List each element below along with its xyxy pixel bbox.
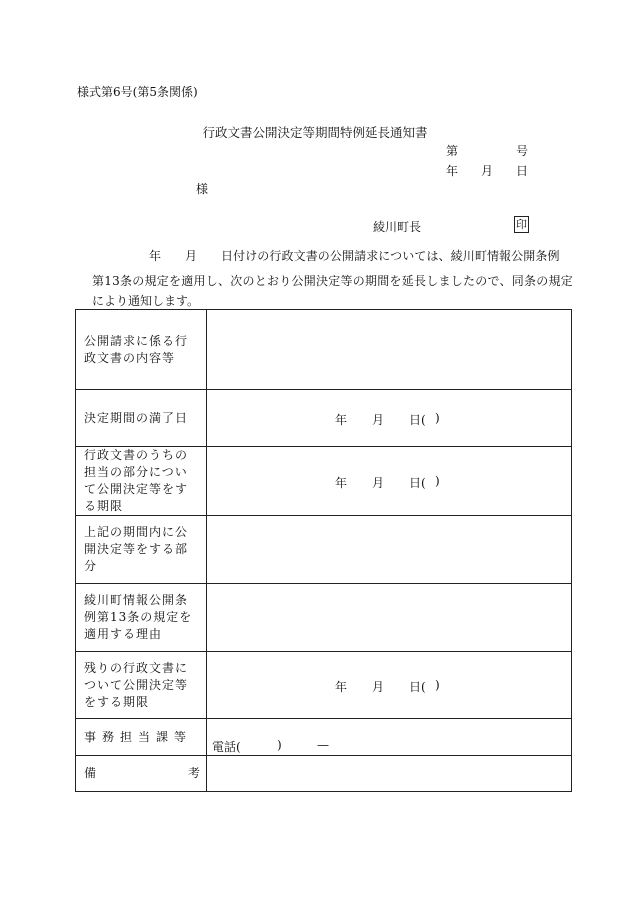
remarks-label-right: 考 [187, 766, 200, 780]
extension-form-table [75, 309, 572, 792]
seal-mark: 印 [516, 218, 527, 231]
doc-number-suffix: 号 [516, 144, 529, 158]
date-day: 日( [409, 413, 426, 427]
reason-field[interactable] [207, 584, 572, 652]
date-weekday-close: ) [435, 678, 440, 692]
addressee-suffix: 様 [196, 182, 209, 196]
form-number: 様式第6号(第5条関係) [77, 85, 198, 99]
issue-date-day: 日 [516, 164, 529, 178]
row-label: 行政文書のうちの担当の部分について公開決定等をする期限 [76, 447, 207, 516]
remaining-deadline-field[interactable] [207, 652, 572, 719]
partial-deadline-field[interactable] [207, 447, 572, 516]
table-row [76, 719, 572, 756]
content-field[interactable] [207, 310, 572, 390]
date-weekday-close: ) [435, 411, 440, 425]
issue-date-year: 年 [446, 164, 459, 178]
document-title: 行政文書公開決定等期間特例延長通知書 [202, 125, 428, 140]
table-row [76, 390, 572, 447]
tel-close: ) [277, 738, 282, 752]
contact-field[interactable] [207, 719, 572, 756]
date-month: 月 [372, 476, 385, 490]
body-month: 月 [185, 249, 198, 263]
body-text-1: 日付けの行政文書の公開請求については、綾川町情報公開条例 [221, 249, 560, 263]
tel-label: 電話( [212, 740, 241, 754]
date-year: 年 [335, 476, 348, 490]
table-row [76, 310, 572, 390]
row-label: 事務担当課等 [76, 719, 207, 756]
tel-dash: — [317, 738, 329, 752]
partial-scope-field[interactable] [207, 516, 572, 584]
row-label: 公開請求に係る行政文書の内容等 [76, 310, 207, 390]
date-month: 月 [372, 680, 385, 694]
remarks-label-left: 備 [84, 766, 97, 780]
row-label: 残りの行政文書について公開決定等をする期限 [76, 652, 207, 719]
table-row [76, 652, 572, 719]
row-label: 上記の期間内に公開決定等をする部分 [76, 516, 207, 584]
date-month: 月 [372, 413, 385, 427]
date-year: 年 [335, 413, 348, 427]
date-day: 日( [409, 476, 426, 490]
body-line-2: 第13条の規定を適用し、次のとおり公開決定等の期間を延長しましたので、同条の規定 [92, 274, 574, 288]
expiry-date-field[interactable] [207, 390, 572, 447]
table-row [76, 584, 572, 652]
date-day: 日( [409, 680, 426, 694]
table-row [76, 516, 572, 584]
issue-date-month: 月 [481, 164, 494, 178]
row-label: 綾川町情報公開条例第13条の規定を適用する理由 [76, 584, 207, 652]
row-label: 決定期間の満了日 [76, 390, 207, 447]
table-row [76, 447, 572, 516]
body-line-3: により通知します。 [92, 294, 200, 308]
table-row [76, 756, 572, 792]
date-weekday-close: ) [435, 474, 440, 488]
date-year: 年 [335, 680, 348, 694]
body-year: 年 [149, 249, 162, 263]
issuer-name: 綾川町長 [373, 220, 422, 234]
row-label [76, 756, 207, 792]
doc-number-prefix: 第 [446, 144, 459, 158]
remarks-field[interactable] [207, 756, 572, 792]
